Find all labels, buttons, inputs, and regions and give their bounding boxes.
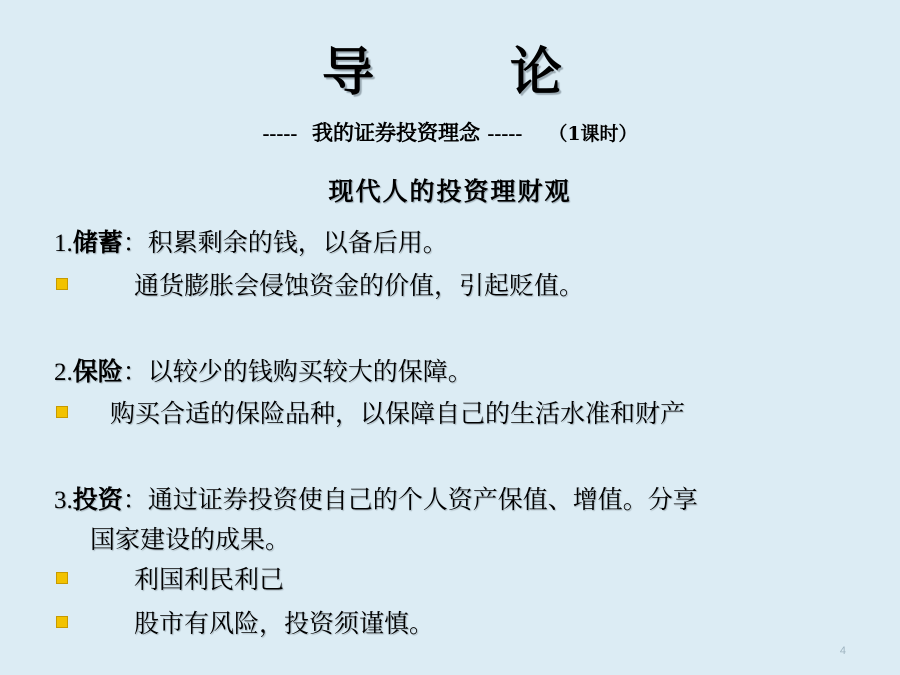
subtitle-period-text: 1课时） [567,123,638,145]
item-1-bullet-1: 通货膨胀会侵蚀资金的价值，引起贬值。 [134,271,585,300]
title-char-1: 导 [322,42,375,103]
item-1-line [54,223,448,259]
item-1-text: ：积累剩余的钱，以备后用。 [122,228,448,257]
item-3-line-cont: 国家建设的成果。 [90,525,291,554]
subtitle-dashes-right: ----- [487,121,523,145]
slide-subtitle [0,117,900,147]
item-3-text: ：通过证券投资使自己的个人资产保值、增值。分享 [122,485,698,514]
item-2-keyword: 保险 [72,357,123,386]
item-2-bullet-1: 购买合适的保险品种，以保障自己的生活水准和财产 [110,399,686,428]
title-char-2: 论 [510,42,563,103]
item-3-keyword: 投资 [72,485,123,514]
bullet-square-icon [56,572,68,584]
item-1-number: 1. [54,230,73,257]
item-2-text: ：以较少的钱购买较大的保障。 [122,357,473,386]
bullet-square-icon [56,616,68,628]
item-2-number: 2. [54,359,73,386]
item-1-keyword: 储蓄 [72,228,123,257]
item-3-bullet-2: 股市有风险，投资须谨慎。 [134,609,435,638]
section-heading: 现代人的投资理财观 [328,177,572,206]
item-3-number: 3. [54,487,73,514]
subtitle-period-open: （ [548,123,568,145]
bullet-square-icon [56,406,68,418]
item-3-line [54,480,698,516]
subtitle-dashes-left: ----- [262,121,298,145]
item-3-bullet-1: 利国利民利己 [134,565,285,594]
bullet-square-icon [56,278,68,290]
subtitle-text: 我的证券投资理念 [312,120,481,145]
page-number: 4 [839,645,846,657]
item-2-line [54,352,473,388]
